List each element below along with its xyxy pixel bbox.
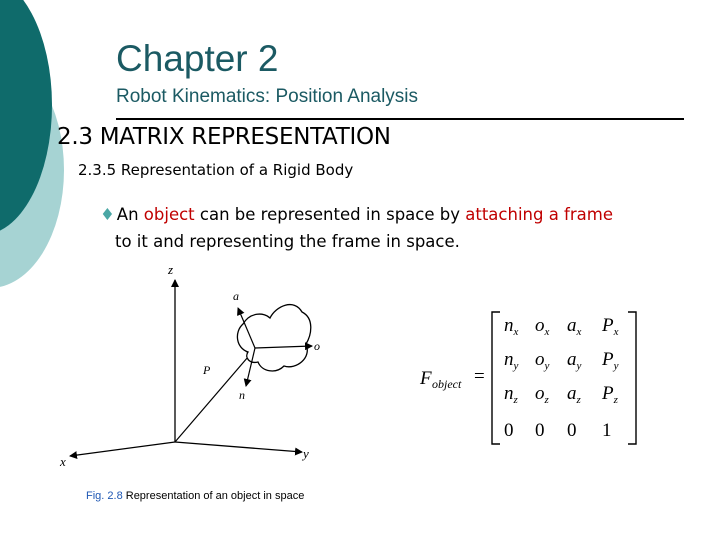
matrix-cell-0-1 [535, 315, 550, 338]
matrix-cell-subscript: y [544, 360, 550, 372]
a-vector-label: a [233, 289, 239, 303]
matrix-cell-1-2 [567, 349, 582, 372]
matrix-cell-3-2 [567, 420, 577, 441]
matrix-cell-base: a [567, 383, 577, 404]
matrix-cell-2-1 [535, 383, 550, 406]
matrix-cell-subscript: y [576, 360, 582, 372]
bullet-text-1: An [116, 205, 144, 224]
matrix-cell-base: n [504, 349, 514, 370]
matrix-cell-base: n [504, 383, 514, 404]
figure-number: Fig. 2.8 [86, 490, 123, 502]
matrix-cell-base: o [535, 349, 545, 370]
matrix-body [504, 315, 619, 441]
matrix-cell-3-1 [535, 420, 545, 441]
matrix-cell-base: a [567, 349, 577, 370]
matrix-cell-2-3 [601, 383, 619, 406]
diamond-bullet-icon: ♦ [100, 205, 115, 224]
bullet-highlight-frame: attaching a frame [465, 205, 613, 224]
matrix-cell-0-2 [567, 315, 582, 338]
matrix-cell-subscript: z [576, 394, 581, 406]
matrix-cell-subscript: z [613, 394, 618, 406]
equation-lhs [419, 366, 485, 391]
bullet-text-line2: to it and representing the frame in space. [115, 232, 460, 251]
matrix-cell-0-3 [601, 315, 619, 338]
matrix-cell-1-3 [601, 349, 619, 372]
x-axis-label: x [60, 454, 66, 469]
matrix-cell-base: P [602, 315, 614, 336]
matrix-cell-base: o [535, 315, 545, 336]
frame-equation [418, 302, 658, 452]
matrix-cell-base: o [535, 383, 545, 404]
matrix-left-bracket [492, 312, 500, 444]
x-axis [70, 442, 175, 456]
p-vector-label: P [203, 363, 211, 377]
figure-caption [86, 490, 304, 502]
bullet-point [100, 201, 660, 255]
rigid-body-object [237, 305, 310, 371]
title-divider [116, 118, 684, 120]
matrix-cell-base: P [602, 383, 614, 404]
slide-title: Chapter 2 [116, 38, 279, 79]
object-frame-figure [50, 262, 410, 482]
z-axis-label: z [168, 262, 174, 277]
matrix-cell-base: 0 [504, 420, 514, 441]
slide-subtitle: Robot Kinematics: Position Analysis [116, 86, 419, 107]
bullet-text-2: can be represented in space by [194, 205, 466, 224]
matrix-cell-1-1 [535, 349, 550, 372]
o-vector-label: o [314, 339, 320, 353]
lhs-symbol: F [420, 368, 432, 389]
n-vector-label: n [239, 388, 245, 402]
caption-text: Representation of an object in space [122, 490, 305, 502]
bullet-highlight-object: object [143, 205, 195, 224]
y-axis-label: y [303, 446, 309, 461]
matrix-cell-subscript: y [613, 360, 619, 372]
subsection-heading: 2.3.5 Representation of a Rigid Body [78, 161, 354, 179]
matrix-cell-base: 1 [602, 420, 612, 441]
matrix-cell-3-3 [602, 420, 612, 441]
matrix-cell-base: n [504, 315, 514, 336]
matrix-cell-subscript: x [613, 326, 619, 338]
matrix-cell-base: 0 [535, 420, 545, 441]
matrix-cell-3-0 [504, 420, 514, 441]
matrix-cell-subscript: z [544, 394, 549, 406]
matrix-right-bracket [628, 312, 636, 444]
matrix-cell-0-0 [504, 315, 519, 338]
lhs-subscript: object [432, 377, 462, 391]
matrix-cell-1-0 [504, 349, 519, 372]
matrix-cell-base: P [602, 349, 614, 370]
equals-sign: = [474, 366, 485, 387]
matrix-cell-base: a [567, 315, 577, 336]
section-heading: 2.3 MATRIX REPRESENTATION [57, 124, 391, 150]
matrix-cell-2-2 [567, 383, 582, 406]
matrix-cell-base: 0 [567, 420, 577, 441]
matrix-cell-subscript: x [544, 326, 550, 338]
y-axis [175, 442, 302, 452]
matrix-cell-subscript: x [513, 326, 519, 338]
matrix-cell-subscript: z [513, 394, 518, 406]
matrix-cell-subscript: x [576, 326, 582, 338]
matrix-cell-2-0 [504, 383, 519, 406]
corner-decoration [0, 0, 120, 300]
matrix-cell-subscript: y [513, 360, 519, 372]
